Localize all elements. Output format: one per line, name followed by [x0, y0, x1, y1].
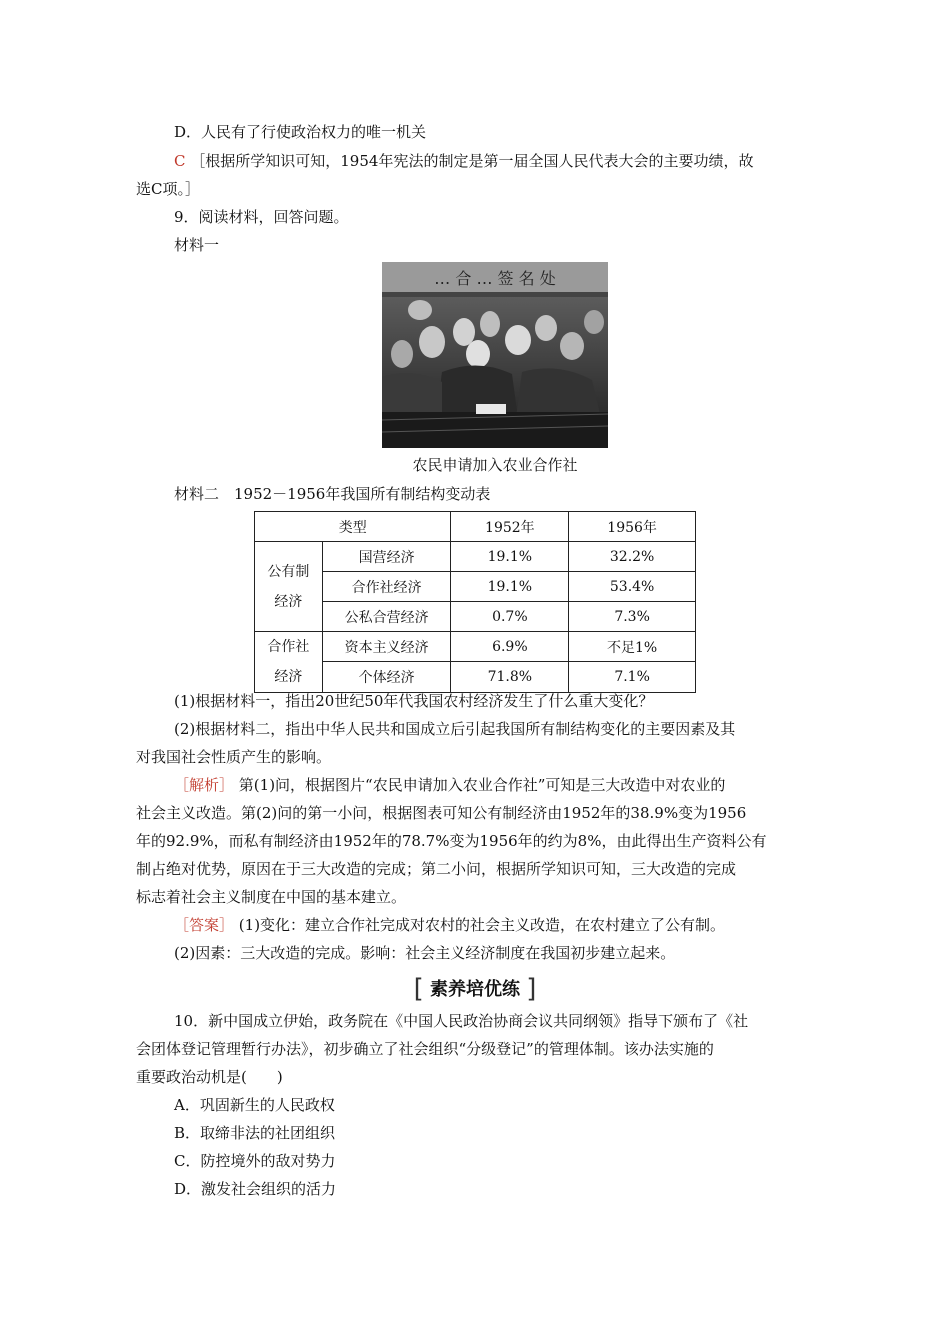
photo-illustration	[382, 262, 608, 448]
group-public-ownership	[255, 542, 323, 632]
analysis-label: ［解析］	[174, 776, 235, 794]
q9-analysis-line1	[174, 774, 725, 796]
row-1952: 19.1%	[451, 542, 569, 572]
row-name: 合作社经济	[322, 572, 451, 602]
row-1956: 不足1%	[569, 632, 696, 662]
q10-stem-line3: 重要政治动机是( )	[136, 1068, 283, 1086]
q9-analysis-line2: 社会主义改造。第(2)问的第一小问，根据图表可知公有制经济由1952年的38.9%变为1956	[136, 804, 747, 822]
q10-option-c: C．防控境外的敌对势力	[174, 1152, 336, 1170]
row-1952: 0.7%	[451, 602, 569, 632]
q9-material2-title: 材料二 1952－1956年我国所有制结构变动表	[174, 485, 491, 503]
section-banner	[0, 975, 950, 1004]
group-cooperative	[255, 632, 323, 693]
header-1956: 1956年	[569, 512, 696, 542]
farmers-cooperative-photo	[382, 262, 608, 448]
photo-caption: 农民申请加入农业合作社	[412, 456, 578, 474]
q9-stem: 9．阅读材料，回答问题。	[174, 208, 349, 226]
answer-label: ［答案］	[174, 916, 235, 934]
row-1956: 7.3%	[569, 602, 696, 632]
row-1956: 32.2%	[569, 542, 696, 572]
header-1952: 1952年	[451, 512, 569, 542]
q9-sub1: (1)根据材料一，指出20世纪50年代我国农村经济发生了什么重大变化？	[174, 692, 654, 710]
q8-answer-letter: C	[174, 152, 186, 170]
row-1952: 19.1%	[451, 572, 569, 602]
section-bracket-right: ]	[526, 974, 537, 1004]
row-name: 国营经济	[322, 542, 451, 572]
row-name: 公私合营经济	[322, 602, 451, 632]
row-1952: 6.9%	[451, 632, 569, 662]
header-type: 类型	[255, 512, 451, 542]
q8-explanation-line2: 选C项。］	[136, 180, 200, 198]
group2-line1: 合作社	[267, 639, 310, 655]
photo-banner-text: … 合 … 签 名 处	[434, 269, 556, 288]
q9-material1-label: 材料一	[174, 236, 220, 254]
analysis-text-1: 第(1)问，根据图片“农民申请加入农业合作社”可知是三大改造中对农业的	[238, 776, 726, 794]
table-row	[255, 542, 696, 572]
group1-line2: 经济	[274, 593, 303, 610]
q9-analysis-line3: 年的92.9%，而私有制经济由1952年的78.7%变为1956年的约为8%，由此得出生产资料公有	[136, 832, 767, 850]
q10-stem-line1: 10．新中国成立伊始，政务院在《中国人民政治协商会议共同纲领》指导下颁布了《社	[174, 1012, 749, 1030]
q9-sub2-line1: (2)根据材料二，指出中华人民共和国成立后引起我国所有制结构变化的主要因素及其	[174, 720, 736, 738]
row-name: 资本主义经济	[322, 632, 451, 662]
table-header-row	[255, 512, 696, 542]
q8-answer-line	[174, 150, 753, 172]
q9-answer-line2: (2)因素：三大改造的完成。影响：社会主义经济制度在我国初步建立起来。	[174, 944, 676, 962]
section-bracket-left: [	[413, 974, 424, 1004]
row-name: 个体经济	[322, 662, 451, 693]
table-row	[255, 632, 696, 662]
q10-option-d: D．激发社会组织的活力	[174, 1180, 337, 1198]
q9-analysis-line4: 制占绝对优势，原因在于三大改造的完成；第二小问，根据所学知识可知，三大改造的完成	[136, 860, 737, 878]
section-title: 素养培优练	[430, 979, 520, 1000]
group1-line1: 公有制	[267, 563, 310, 580]
q9-analysis-line5: 标志着社会主义制度在中国的基本建立。	[136, 888, 407, 906]
row-1956: 53.4%	[569, 572, 696, 602]
q10-option-a: A．巩固新生的人民政权	[174, 1096, 335, 1114]
q9-answer-line1	[174, 914, 725, 936]
q10-option-b: B．取缔非法的社团组织	[174, 1124, 336, 1142]
q8-explanation-line1: ［根据所学知识可知，1954年宪法的制定是第一届全国人民代表大会的主要功绩，故	[190, 152, 754, 170]
row-1956: 7.1%	[569, 662, 696, 693]
q8-option-d: D．人民有了行使政治权力的唯一机关	[174, 123, 427, 141]
q9-sub2-line2: 对我国社会性质产生的影响。	[136, 748, 332, 766]
q10-stem-line2: 会团体登记管理暂行办法》，初步确立了社会组织“分级登记”的管理体制。该办法实施的	[136, 1040, 714, 1058]
ownership-structure-table	[254, 511, 696, 693]
group2-line2: 经济	[274, 669, 303, 685]
answer-text-1: (1)变化：建立合作社完成对农村的社会主义改造，在农村建立了公有制。	[238, 916, 726, 934]
row-1952: 71.8%	[451, 662, 569, 693]
